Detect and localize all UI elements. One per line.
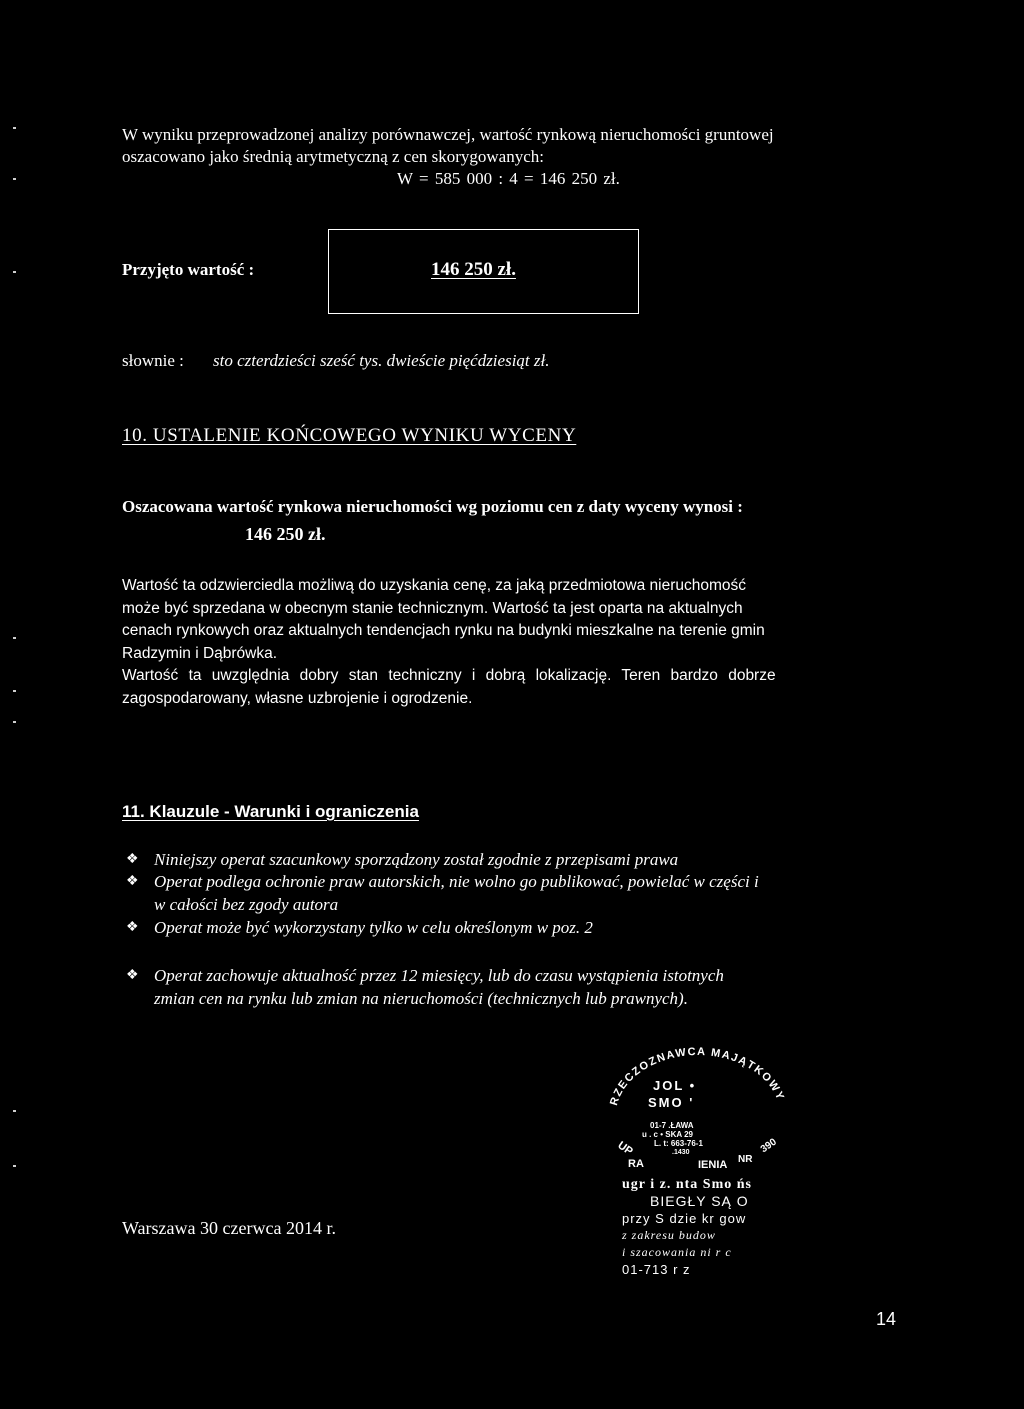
svg-text:01-7 .ŁAWA: 01-7 .ŁAWA bbox=[650, 1121, 694, 1130]
appraiser-stamp bbox=[598, 1040, 798, 1190]
signature-line: BIEGŁY SĄ O bbox=[650, 1193, 749, 1209]
svg-text:IENIA: IENIA bbox=[698, 1159, 728, 1171]
svg-text:UP: UP bbox=[615, 1139, 635, 1158]
signature-line: ugr i z. nta Smo ńs bbox=[622, 1177, 752, 1192]
scan-speck bbox=[13, 178, 16, 180]
page-number: 14 bbox=[876, 1309, 897, 1329]
final-value-statement: Oszacowana wartość rynkowa nieruchomości wg poziomu cen z daty wyceny wynosi : bbox=[122, 497, 743, 516]
scan-speck bbox=[13, 690, 16, 692]
valuation-text-line: W wyniku przeprowadzonej analizy porównawczej, wartość rynkową nieruchomości gruntowej bbox=[122, 125, 774, 144]
scan-speck bbox=[13, 637, 16, 639]
place-and-date: Warszawa 30 czerwca 2014 r. bbox=[122, 1218, 336, 1238]
clause-item-continued: zmian cen na rynku lub zmian na nieruchomości (technicznych lub prawnych). bbox=[154, 989, 688, 1008]
clause-item: Operat zachowuje aktualność przez 12 miesięcy, lub do czasu wystąpienia istotnych bbox=[154, 966, 724, 985]
section-10-heading: 10. USTALENIE KOŃCOWEGO WYNIKU WYCENY bbox=[122, 425, 577, 446]
svg-text:.1430: .1430 bbox=[672, 1149, 690, 1156]
valuation-formula: W = 585 000 : 4 = 146 250 zł. bbox=[397, 169, 620, 188]
svg-text:NR: NR bbox=[738, 1154, 753, 1165]
paragraph-line: może być sprzedana w obecnym stanie technicznym. Wartość ta jest oparta na aktualnych bbox=[122, 599, 743, 617]
section-11-heading: 11. Klauzule - Warunki i ograniczenia bbox=[122, 802, 419, 821]
diamond-bullet-icon: ❖ bbox=[126, 874, 137, 889]
scan-speck bbox=[13, 1165, 16, 1167]
svg-text:SMO ': SMO ' bbox=[648, 1095, 695, 1110]
scan-speck bbox=[13, 271, 16, 273]
signature-line: i szacowania ni r c bbox=[622, 1245, 732, 1259]
value-justification-paragraph bbox=[122, 575, 902, 710]
signature-line: przy S dzie kr gow bbox=[622, 1211, 747, 1226]
in-words-value: sto czterdzieści sześć tys. dwieście pięćdziesiąt zł. bbox=[213, 351, 550, 370]
svg-text:RA: RA bbox=[628, 1158, 644, 1170]
svg-text:u . c • SKA 29: u . c • SKA 29 bbox=[642, 1130, 693, 1139]
clause-item: Operat podlega ochronie praw autorskich, nie wolno go publikować, powielać w części i bbox=[154, 872, 759, 891]
scan-speck bbox=[13, 127, 16, 129]
clause-item: Operat może być wykorzystany tylko w celu określonym w poz. 2 bbox=[154, 918, 593, 937]
appraiser-signature-block bbox=[622, 1176, 752, 1278]
paragraph-line: cenach rynkowych oraz aktualnych tendencjach rynku na budynki mieszkalne na terenie gmin bbox=[122, 622, 765, 639]
clause-item-continued: w całości bez zgody autora bbox=[154, 895, 339, 914]
diamond-bullet-icon: ❖ bbox=[126, 968, 137, 983]
scan-speck bbox=[13, 1110, 16, 1112]
paragraph-line: zagospodarowany, własne uzbrojenie i ogrodzenie. bbox=[122, 689, 473, 707]
valuation-text-line: oszacowano jako średnią arytmetyczną z cen skorygowanych: bbox=[122, 147, 544, 166]
svg-text:390: 390 bbox=[758, 1136, 779, 1156]
accepted-value-label: Przyjęto wartość : bbox=[122, 260, 255, 279]
scan-speck bbox=[13, 721, 16, 723]
svg-text:JOL •: JOL • bbox=[653, 1078, 697, 1093]
svg-text:RZECZOZNAWCA MAJĄTKOWY: RZECZOZNAWCA MAJĄTKOWY bbox=[608, 1045, 787, 1107]
signature-line: z zakresu budow bbox=[622, 1228, 716, 1242]
accepted-value: 146 250 zł. bbox=[431, 259, 516, 280]
svg-text:L. t: 663-76-1: L. t: 663-76-1 bbox=[654, 1139, 703, 1148]
diamond-bullet-icon: ❖ bbox=[126, 852, 137, 867]
final-value: 146 250 zł. bbox=[245, 524, 326, 544]
signature-line: 01-713 r z bbox=[622, 1262, 691, 1277]
in-words-label: słownie : bbox=[122, 351, 184, 370]
paragraph-line-justified bbox=[122, 665, 902, 688]
clause-item: Niniejszy operat szacunkowy sporządzony został zgodnie z przepisami prawa bbox=[154, 850, 679, 869]
paragraph-line: Radzymin i Dąbrówka. bbox=[122, 644, 278, 662]
paragraph-line: Wartość ta odzwierciedla możliwą do uzyskania cenę, za jaką przedmiotowa nieruchomość bbox=[122, 577, 747, 594]
accepted-value-box bbox=[328, 229, 639, 314]
diamond-bullet-icon: ❖ bbox=[126, 920, 137, 935]
stamp-graphic bbox=[598, 1040, 798, 1190]
paragraph-line: Wartość ta uwzględnia dobry stan techniczny i dobrą lokalizację. Teren bardzo dobrze bbox=[122, 667, 776, 684]
